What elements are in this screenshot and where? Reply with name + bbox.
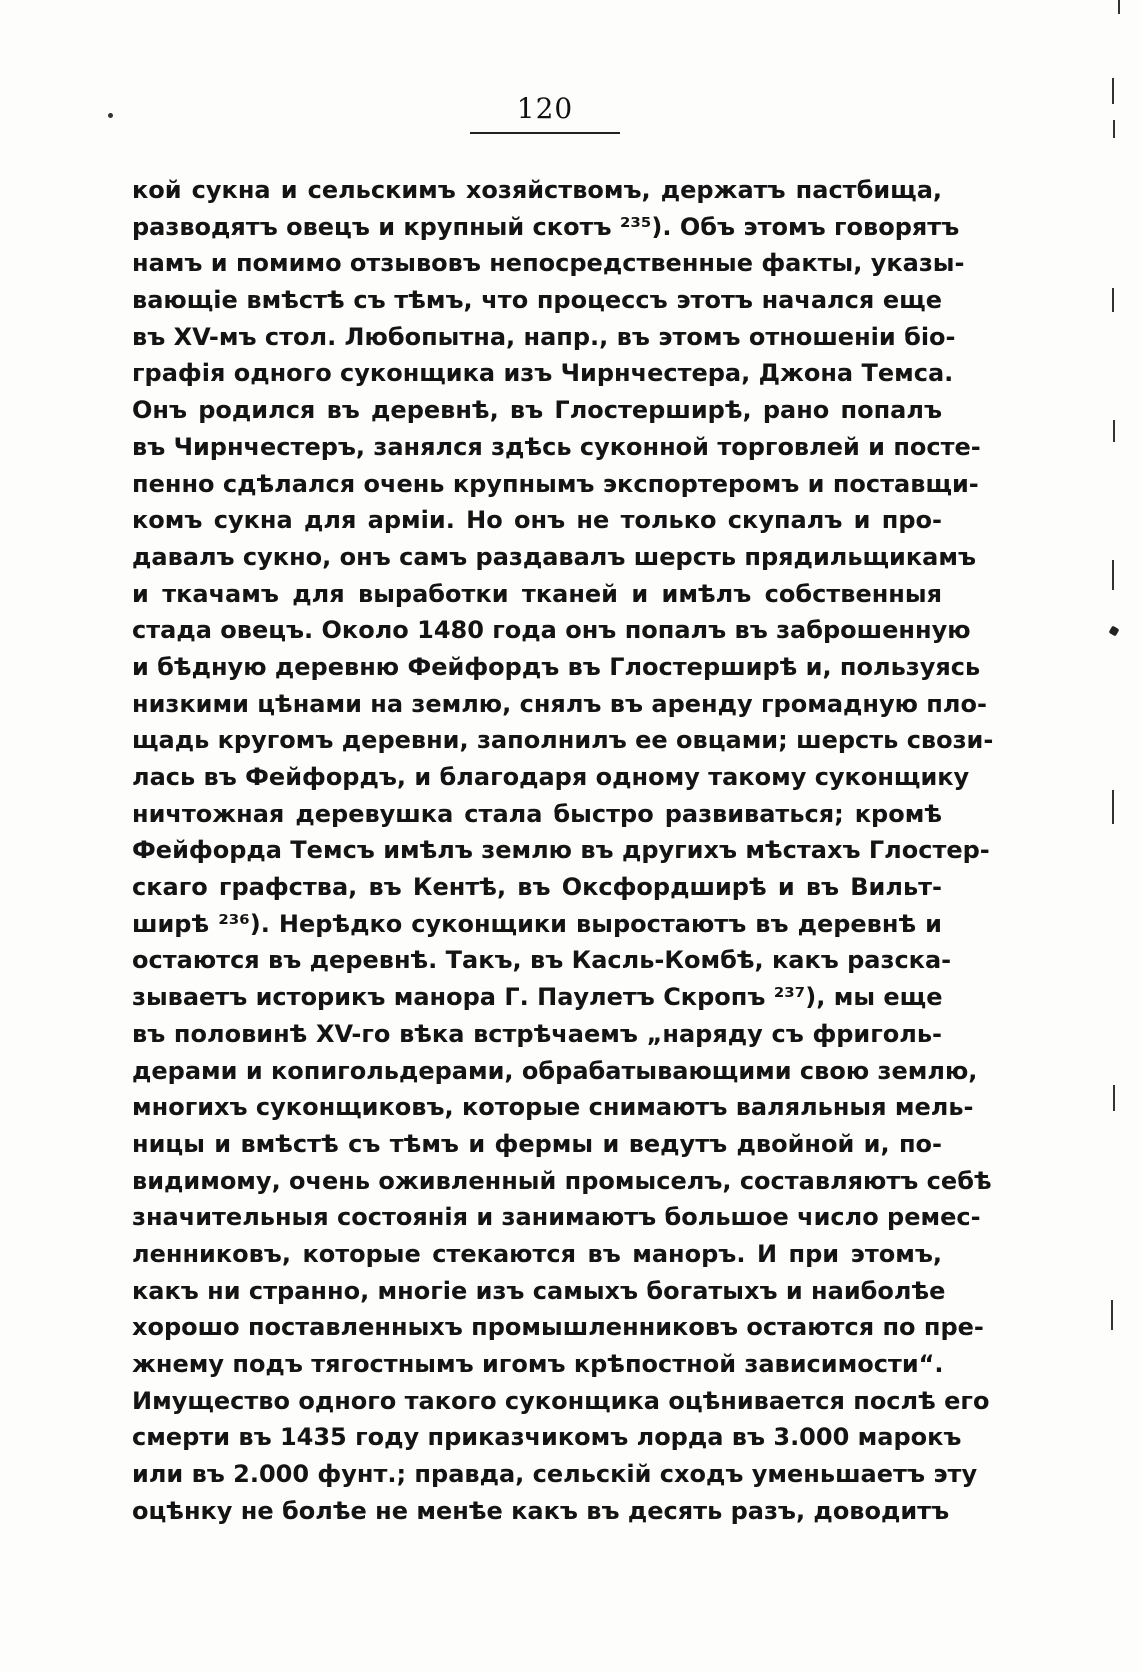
text-line: значительныя состоянія и занимаютъ большое число ремес- <box>132 1203 981 1232</box>
text-line: Имущество одного такого суконщика оцѣнивается послѣ его <box>132 1386 990 1415</box>
text-line: или въ 2.000 фунт.; правда, сельскій сходъ уменьшаетъ эту <box>132 1460 978 1489</box>
text-line: ширѣ ²³⁶). Нерѣдко суконщики выростаютъ въ деревнѣ и <box>132 909 942 938</box>
text-line: Фейфорда Темсъ имѣлъ землю въ другихъ мѣстахъ Глостер- <box>132 836 990 865</box>
text-line: ленниковъ, которые стекаются въ маноръ. И при этомъ, <box>132 1239 942 1268</box>
text-line: въ Чирнчестеръ, занялся здѣсь суконной торговлей и посте- <box>132 432 981 461</box>
text-line: Онъ родился въ деревнѣ, въ Глостерширѣ, рано попалъ <box>132 396 942 425</box>
text-line: и ткачамъ для выработки тканей и имѣлъ собственныя <box>132 579 942 608</box>
text-line: разводятъ овецъ и крупный скотъ ²³⁵). Объ этомъ говорятъ <box>132 212 960 241</box>
text-line: скаго графства, въ Кентѣ, въ Оксфордширѣ и въ Вильт- <box>132 873 942 902</box>
scan-edge-mark <box>1111 1300 1113 1330</box>
scan-edge-mark <box>1112 560 1114 590</box>
scan-edge-mark <box>1118 0 1120 14</box>
text-line: стада овецъ. Около 1480 года онъ попалъ въ заброшенную <box>132 616 971 645</box>
text-line: графія одного суконщика изъ Чирнчестера, Джона Темса. <box>132 359 954 388</box>
scan-edge-blot <box>1109 626 1120 637</box>
text-line: хорошо поставленныхъ промышленниковъ остаются по пре- <box>132 1313 984 1342</box>
text-line: оцѣнку не болѣе не менѣе какъ въ десять разъ, доводитъ <box>132 1496 950 1525</box>
text-line: какъ ни странно, многіе изъ самыхъ богатыхъ и наиболѣе <box>132 1276 946 1305</box>
scan-edge-mark <box>1112 78 1114 104</box>
scan-edge-mark <box>1112 790 1114 824</box>
text-line: видимому, очень оживленный промыселъ, составляютъ себѣ <box>132 1166 992 1195</box>
text-line: кой сукна и сельскимъ хозяйствомъ, держатъ пастбища, <box>132 176 942 204</box>
text-line: въ половинѣ XV-го вѣка встрѣчаемъ „наряду съ фриголь- <box>132 1019 942 1048</box>
text-line: смерти въ 1435 году приказчикомъ лорда въ 3.000 марокъ <box>132 1423 962 1452</box>
text-line: щадь кругомъ деревни, заполнилъ ее овцами; шерсть свози- <box>132 726 994 755</box>
scan-speck <box>108 113 113 118</box>
page-number-rule <box>470 132 620 134</box>
text-line: пенно сдѣлался очень крупнымъ экспортеромъ и поставщи- <box>132 469 979 498</box>
page-number: 120 <box>516 92 574 125</box>
scan-edge-mark <box>1113 120 1115 138</box>
text-line: вающіе вмѣстѣ съ тѣмъ, что процессъ этотъ начался еще <box>132 286 942 315</box>
text-line: зываетъ историкъ манора Г. Паулетъ Скропъ ²³⁷), мы еще <box>132 983 943 1012</box>
text-line: многихъ суконщиковъ, которые снимаютъ валяльныя мель- <box>132 1093 974 1122</box>
text-line: низкими цѣнами на землю, снялъ въ аренду громадную пло- <box>132 689 987 718</box>
text-line: жнему подъ тягостнымъ игомъ крѣпостной зависимости“. <box>132 1350 944 1378</box>
scan-edge-mark <box>1113 420 1115 442</box>
text-line: ницы и вмѣстѣ съ тѣмъ и фермы и ведутъ двойной и, по- <box>132 1129 942 1158</box>
text-line: въ XV-мъ стол. Любопытна, напр., въ этомъ отношеніи біо- <box>132 322 956 351</box>
scan-edge-mark <box>1113 1085 1115 1111</box>
text-line: лась въ Фейфордъ, и благодаря одному такому суконщику <box>132 763 970 791</box>
text-line: дерами и копигольдерами, обрабатывающими свою землю, <box>132 1056 978 1085</box>
body-text <box>132 172 994 1529</box>
text-line: намъ и помимо отзывовъ непосредственные факты, указы- <box>132 249 965 278</box>
scan-edge-mark <box>1112 288 1114 312</box>
text-line: и бѣдную деревню Фейфордъ въ Глостерширѣ и, пользуясь <box>132 652 981 681</box>
text-line: комъ сукна для арміи. Но онъ не только скупалъ и про- <box>132 506 942 535</box>
text-line: ничтожная деревушка стала быстро развиваться; кромѣ <box>132 799 942 828</box>
text-line: давалъ сукно, онъ самъ раздавалъ шерсть прядильщикамъ <box>132 542 976 571</box>
text-line: остаются въ деревнѣ. Такъ, въ Касль-Комбѣ, какъ разска- <box>132 946 952 975</box>
